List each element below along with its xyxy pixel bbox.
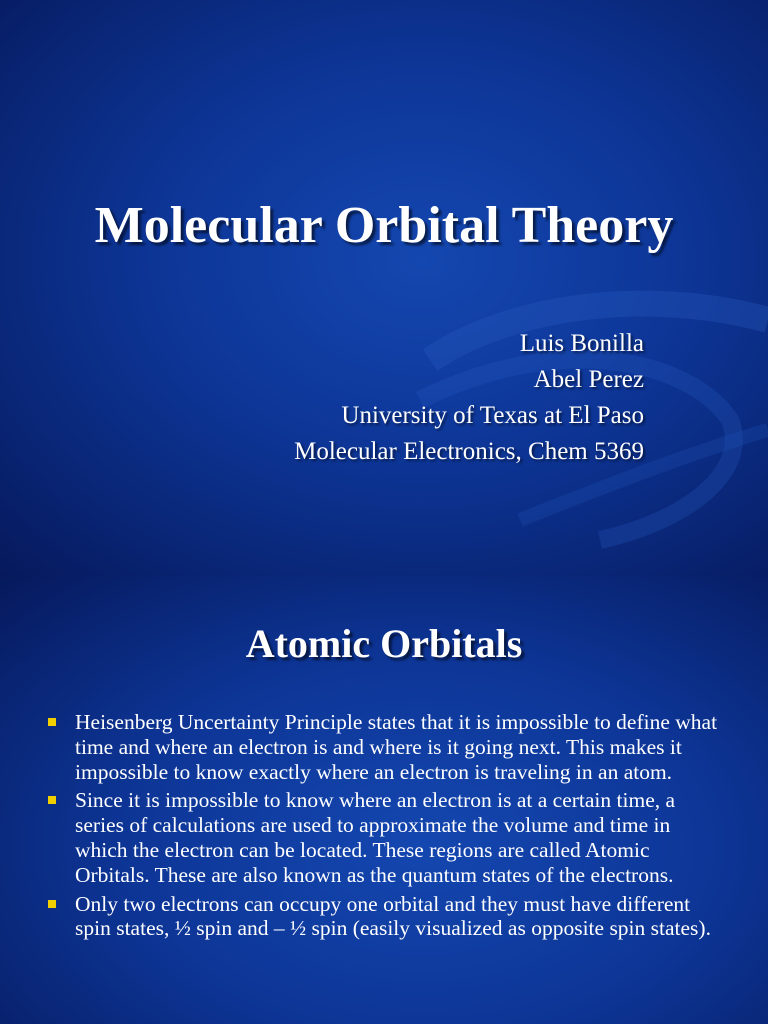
square-bullet-icon [48,796,56,804]
bullet-text: Only two electrons can occupy one orbital and they must have different spin states, ½ spin and – ½ spin (easily visualized as opposite spin states). [75,891,711,941]
list-item [48,892,728,942]
institution: University of Texas at El Paso [341,402,644,429]
author-name-2: Abel Perez [533,366,644,393]
author-name-1: Luis Bonilla [519,330,644,357]
square-bullet-icon [48,900,56,908]
slide-title: Molecular Orbital Theory [94,197,674,254]
list-item [48,788,728,887]
content-slide [0,576,768,1024]
square-bullet-icon [48,718,56,726]
author-block [294,326,644,470]
course: Molecular Electronics, Chem 5369 [294,438,644,465]
bullet-list [48,710,728,945]
bullet-text: Since it is impossible to know where an electron is at a certain time, a series of calculations are used to approximate the volume and time in which the electron can be located. These regions are called Atomic Orbitals. These are also known as the quantum states of the electrons. [75,788,676,887]
slide-title: Atomic Orbitals [245,621,523,666]
bullet-text: Heisenberg Uncertainty Principle states that it is impossible to define what time and where an electron is and where is it going next. This makes it impossible to know exactly where an electron is traveling in an atom. [75,710,718,784]
list-item [48,710,728,784]
